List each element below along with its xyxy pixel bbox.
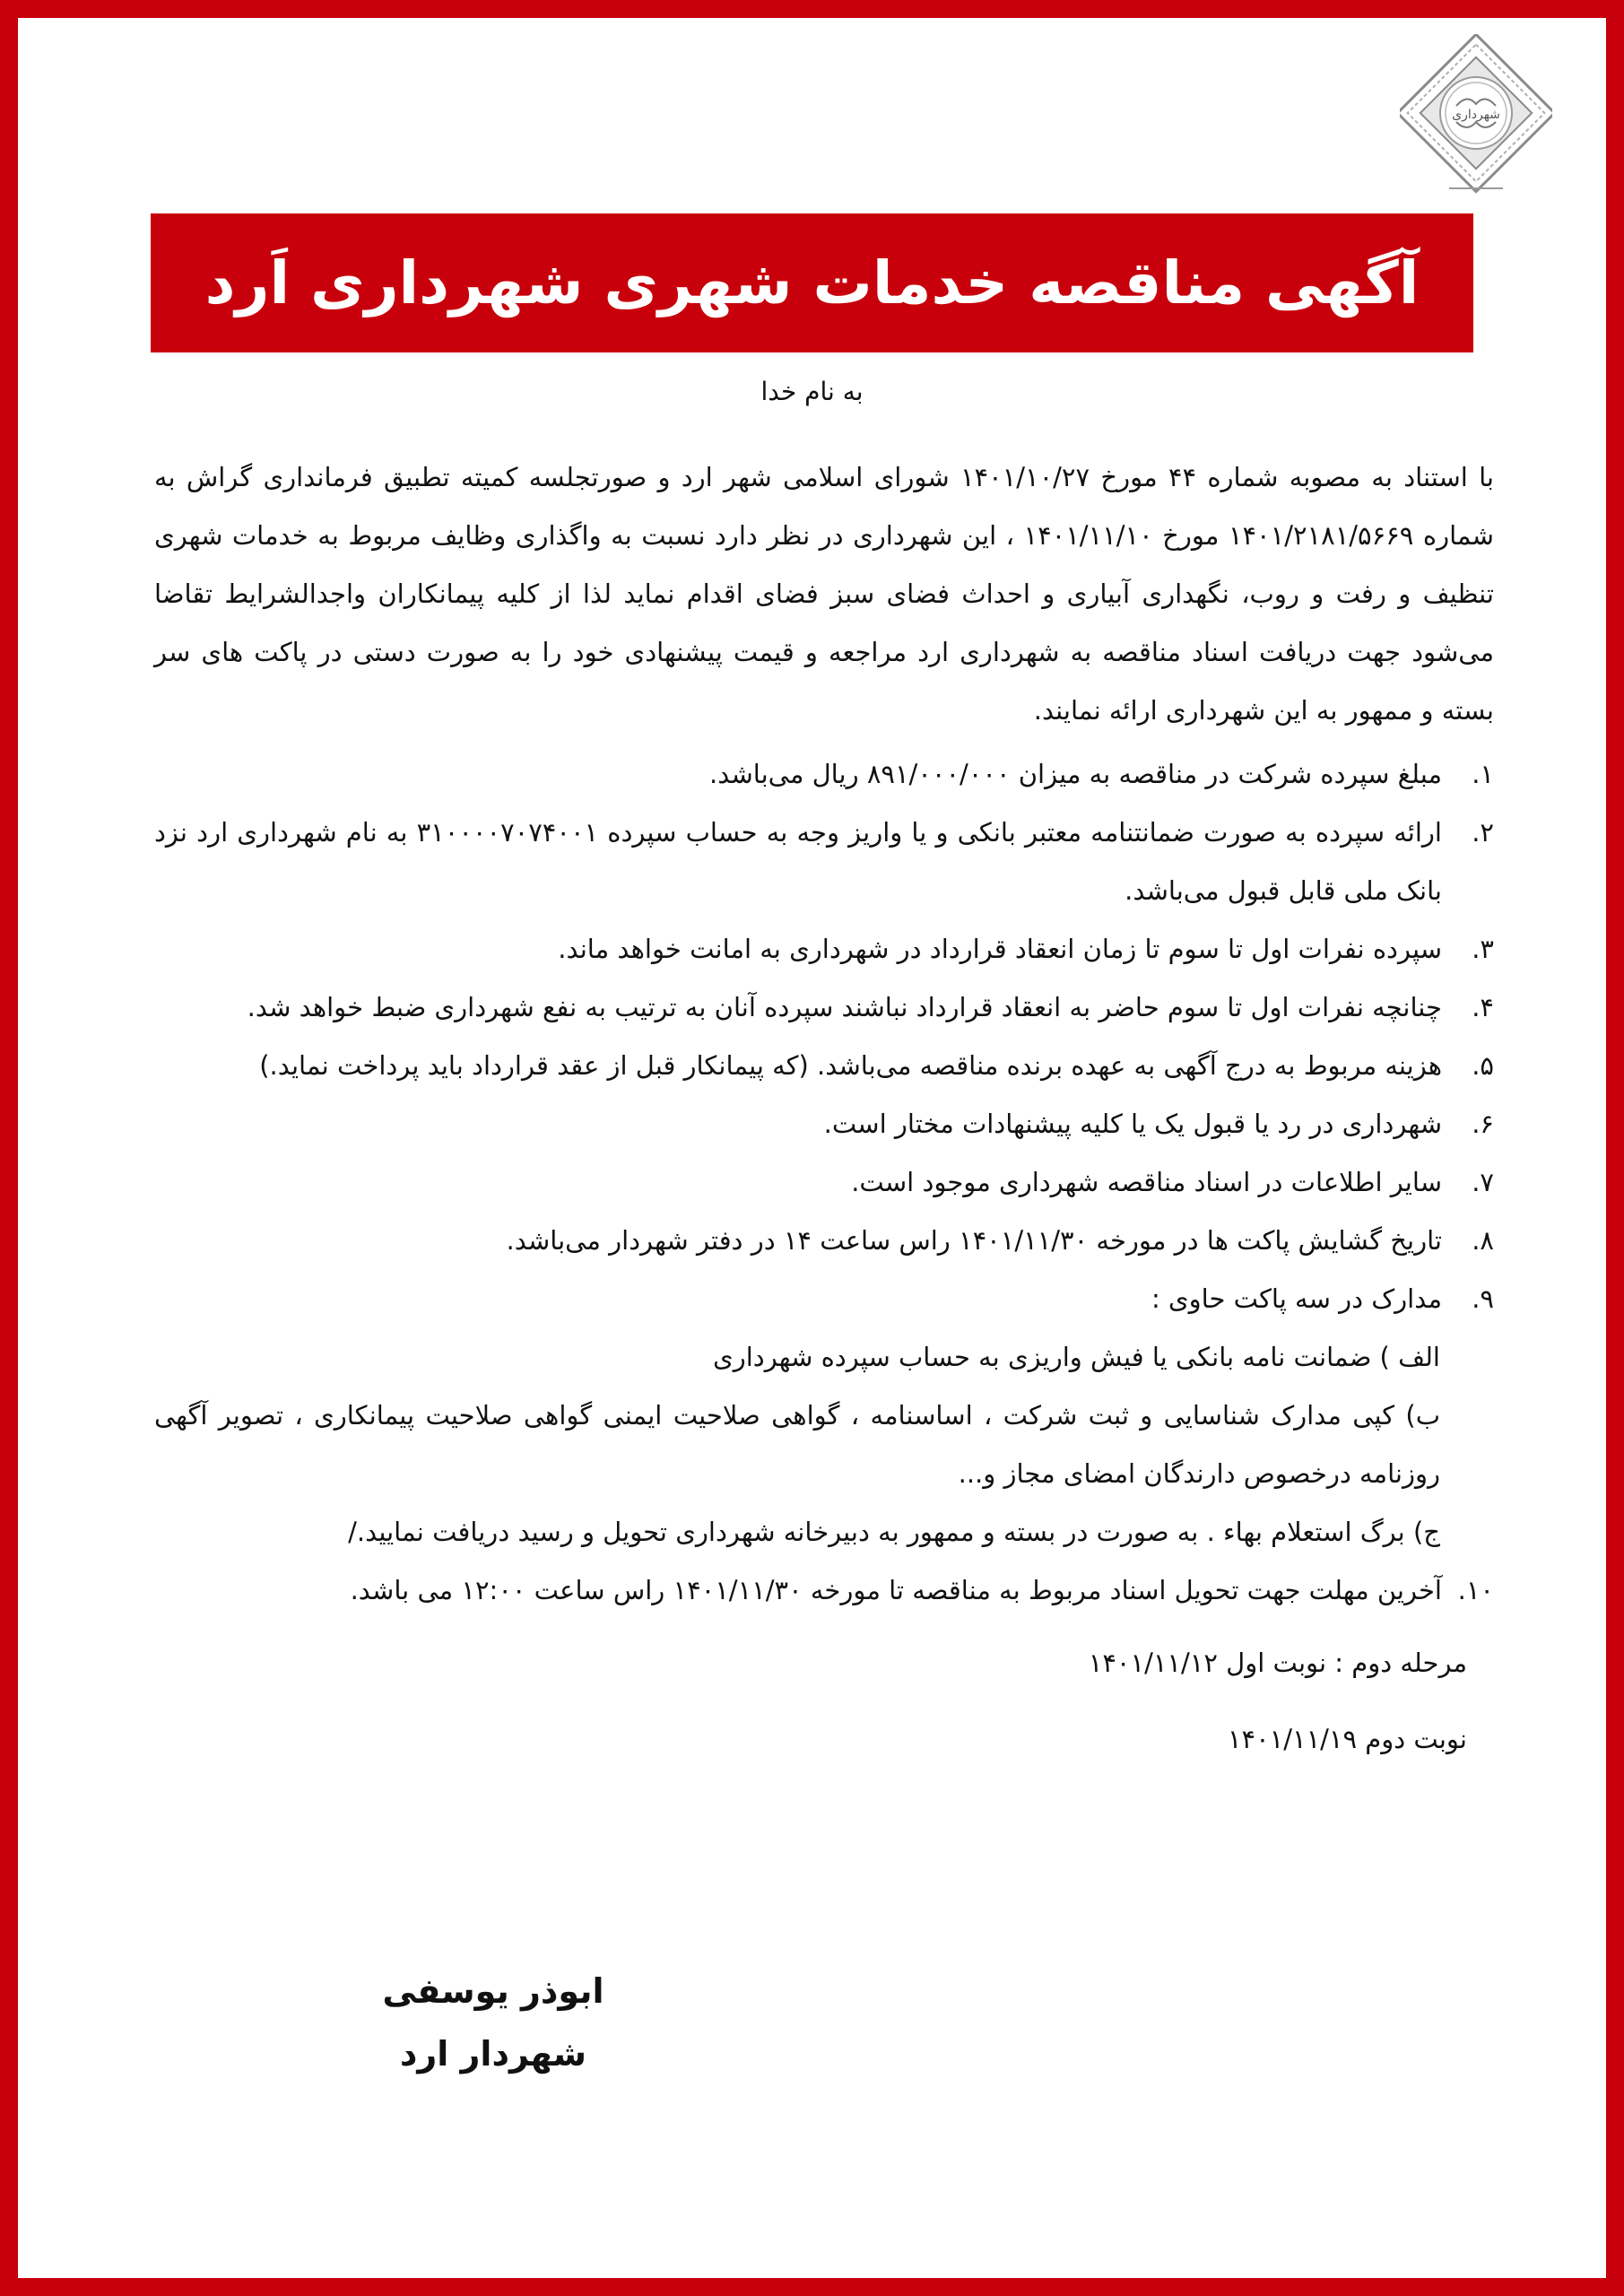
page-title: آگهی مناقصه خدمات شهری شهرداری اَرد <box>204 248 1420 317</box>
signer-role: شهردار ارد <box>399 2034 587 2074</box>
basmala: به نام خدا <box>760 377 864 406</box>
item-text: مبلغ سپرده شرکت در مناقصه به میزان ۸۹۱/۰۰۰/۰۰۰ ریال می‌باشد. <box>709 759 1442 789</box>
list-item <box>154 1095 1494 1153</box>
item-number: ۴. <box>1472 992 1494 1022</box>
list-item <box>154 745 1494 804</box>
item-text: سایر اطلاعات در اسناد مناقصه شهرداری موجود است. <box>851 1167 1442 1197</box>
item-text: شهرداری در رد یا قبول یک یا کلیه پیشنهادات مختار است. <box>823 1109 1442 1139</box>
item-number: ۶. <box>1472 1109 1494 1139</box>
municipality-logo <box>1400 34 1552 196</box>
list-item <box>154 1037 1494 1095</box>
list-item <box>154 804 1494 920</box>
publication-stage <box>154 1634 1494 1769</box>
intro-paragraph: با استناد به مصوبه شماره ۴۴ مورخ ۱۴۰۱/۱۰/۲۷ شورای اسلامی شهر ارد و صورتجلسه کمیته تطبیق فرمانداری گراش به شماره ۱۴۰۱/۲۱۸۱/۵۶۶۹ مورخ ۱۴۰۱/۱۱/۱۰ ، این شهرداری در نظر دارد نسبت به واگذاری وظایف مربوط به خدمات شهری تنظیف و رفت و روب، نگهداری آبیاری و احداث فضای سبز فضای اقدام نماید لذا از کلیه پیمانکاران واجدالشرایط تقاضا می‌شود جهت دریافت اسناد مناقصه به شهرداری ارد مراجعه و قیمت پیشنهادی خود را به صورت دستی در پاکت های سر بسته و ممهور به این شهرداری ارائه نمایند. <box>154 462 1494 726</box>
title-banner <box>151 213 1473 352</box>
list-item <box>154 920 1494 978</box>
subitem-a: الف ) ضمانت نامه بانکی یا فیش واریزی به حساب سپرده شهرداری <box>713 1342 1440 1372</box>
item-number: ۳. <box>1472 934 1494 964</box>
item-number: ۷. <box>1472 1167 1494 1197</box>
item-number: ۲. <box>1472 817 1494 848</box>
stage-second-date: نوبت دوم ۱۴۰۱/۱۱/۱۹ <box>1227 1724 1467 1754</box>
logo-text: شهرداری <box>1452 108 1500 122</box>
list-item <box>154 1270 1494 1328</box>
item-number: ۸. <box>1472 1225 1494 1256</box>
list-item <box>154 1153 1494 1212</box>
item-text: تاریخ گشایش پاکت ها در مورخه ۱۴۰۱/۱۱/۳۰ راس ساعت ۱۴ در دفتر شهردار می‌باشد. <box>506 1225 1442 1256</box>
signature-block <box>359 1960 628 2085</box>
item-number: ۱. <box>1472 759 1494 789</box>
list-item <box>154 1561 1494 1620</box>
notice-body <box>154 448 1494 1787</box>
list-item <box>154 1212 1494 1270</box>
subitem-c: ج) برگ استعلام بهاء . به صورت در بسته و ممهور به دبیرخانه شهرداری تحویل و رسید دریافت نمایید./ <box>348 1517 1440 1547</box>
item-text: هزینه مربوط به درج آگهی به عهده برنده مناقصه می‌باشد. (که پیمانکار قبل از عقد قرارداد باید پرداخت نماید.) <box>259 1050 1442 1081</box>
item-text: سپرده نفرات اول تا سوم تا زمان انعقاد قرارداد در شهرداری به امانت خواهد ماند. <box>558 934 1442 964</box>
item-text: ارائه سپرده به صورت ضمانتنامه معتبر بانکی و یا واریز وجه به حساب سپرده ۳۱۰۰۰۰۷۰۷۴۰۰۱ به نام شهرداری ارد نزد بانک ملی قابل قبول می‌باشد. <box>154 817 1442 906</box>
item-text: چنانچه نفرات اول تا سوم حاضر به انعقاد قرارداد نباشند سپرده آنان به ترتیب به نفع شهرداری ضبط خواهد شد. <box>247 992 1442 1022</box>
item-text: مدارک در سه پاکت حاوی : <box>1151 1283 1442 1314</box>
list-item <box>154 978 1494 1037</box>
item-number: ۵. <box>1472 1050 1494 1081</box>
subitem-b: ب) کپی مدارک شناسایی و ثبت شرکت ، اساسنامه ، گواهی صلاحیت ایمنی گواهی صلاحیت پیمانکاری ، تصویر آگهی روزنامه درخصوص دارندگان امضای مجاز و... <box>154 1400 1440 1489</box>
item-number: ۹. <box>1472 1283 1494 1314</box>
stage-first-date: مرحله دوم : نوبت اول ۱۴۰۱/۱۱/۱۲ <box>1088 1648 1467 1678</box>
item-number: ۱۰. <box>1457 1575 1494 1605</box>
item-text: آخرین مهلت جهت تحویل اسناد مربوط به مناقصه تا مورخه ۱۴۰۱/۱۱/۳۰ راس ساعت ۱۲:۰۰ می باشد. <box>350 1575 1442 1605</box>
signer-name: ابوذر یوسفی <box>382 1971 604 2011</box>
